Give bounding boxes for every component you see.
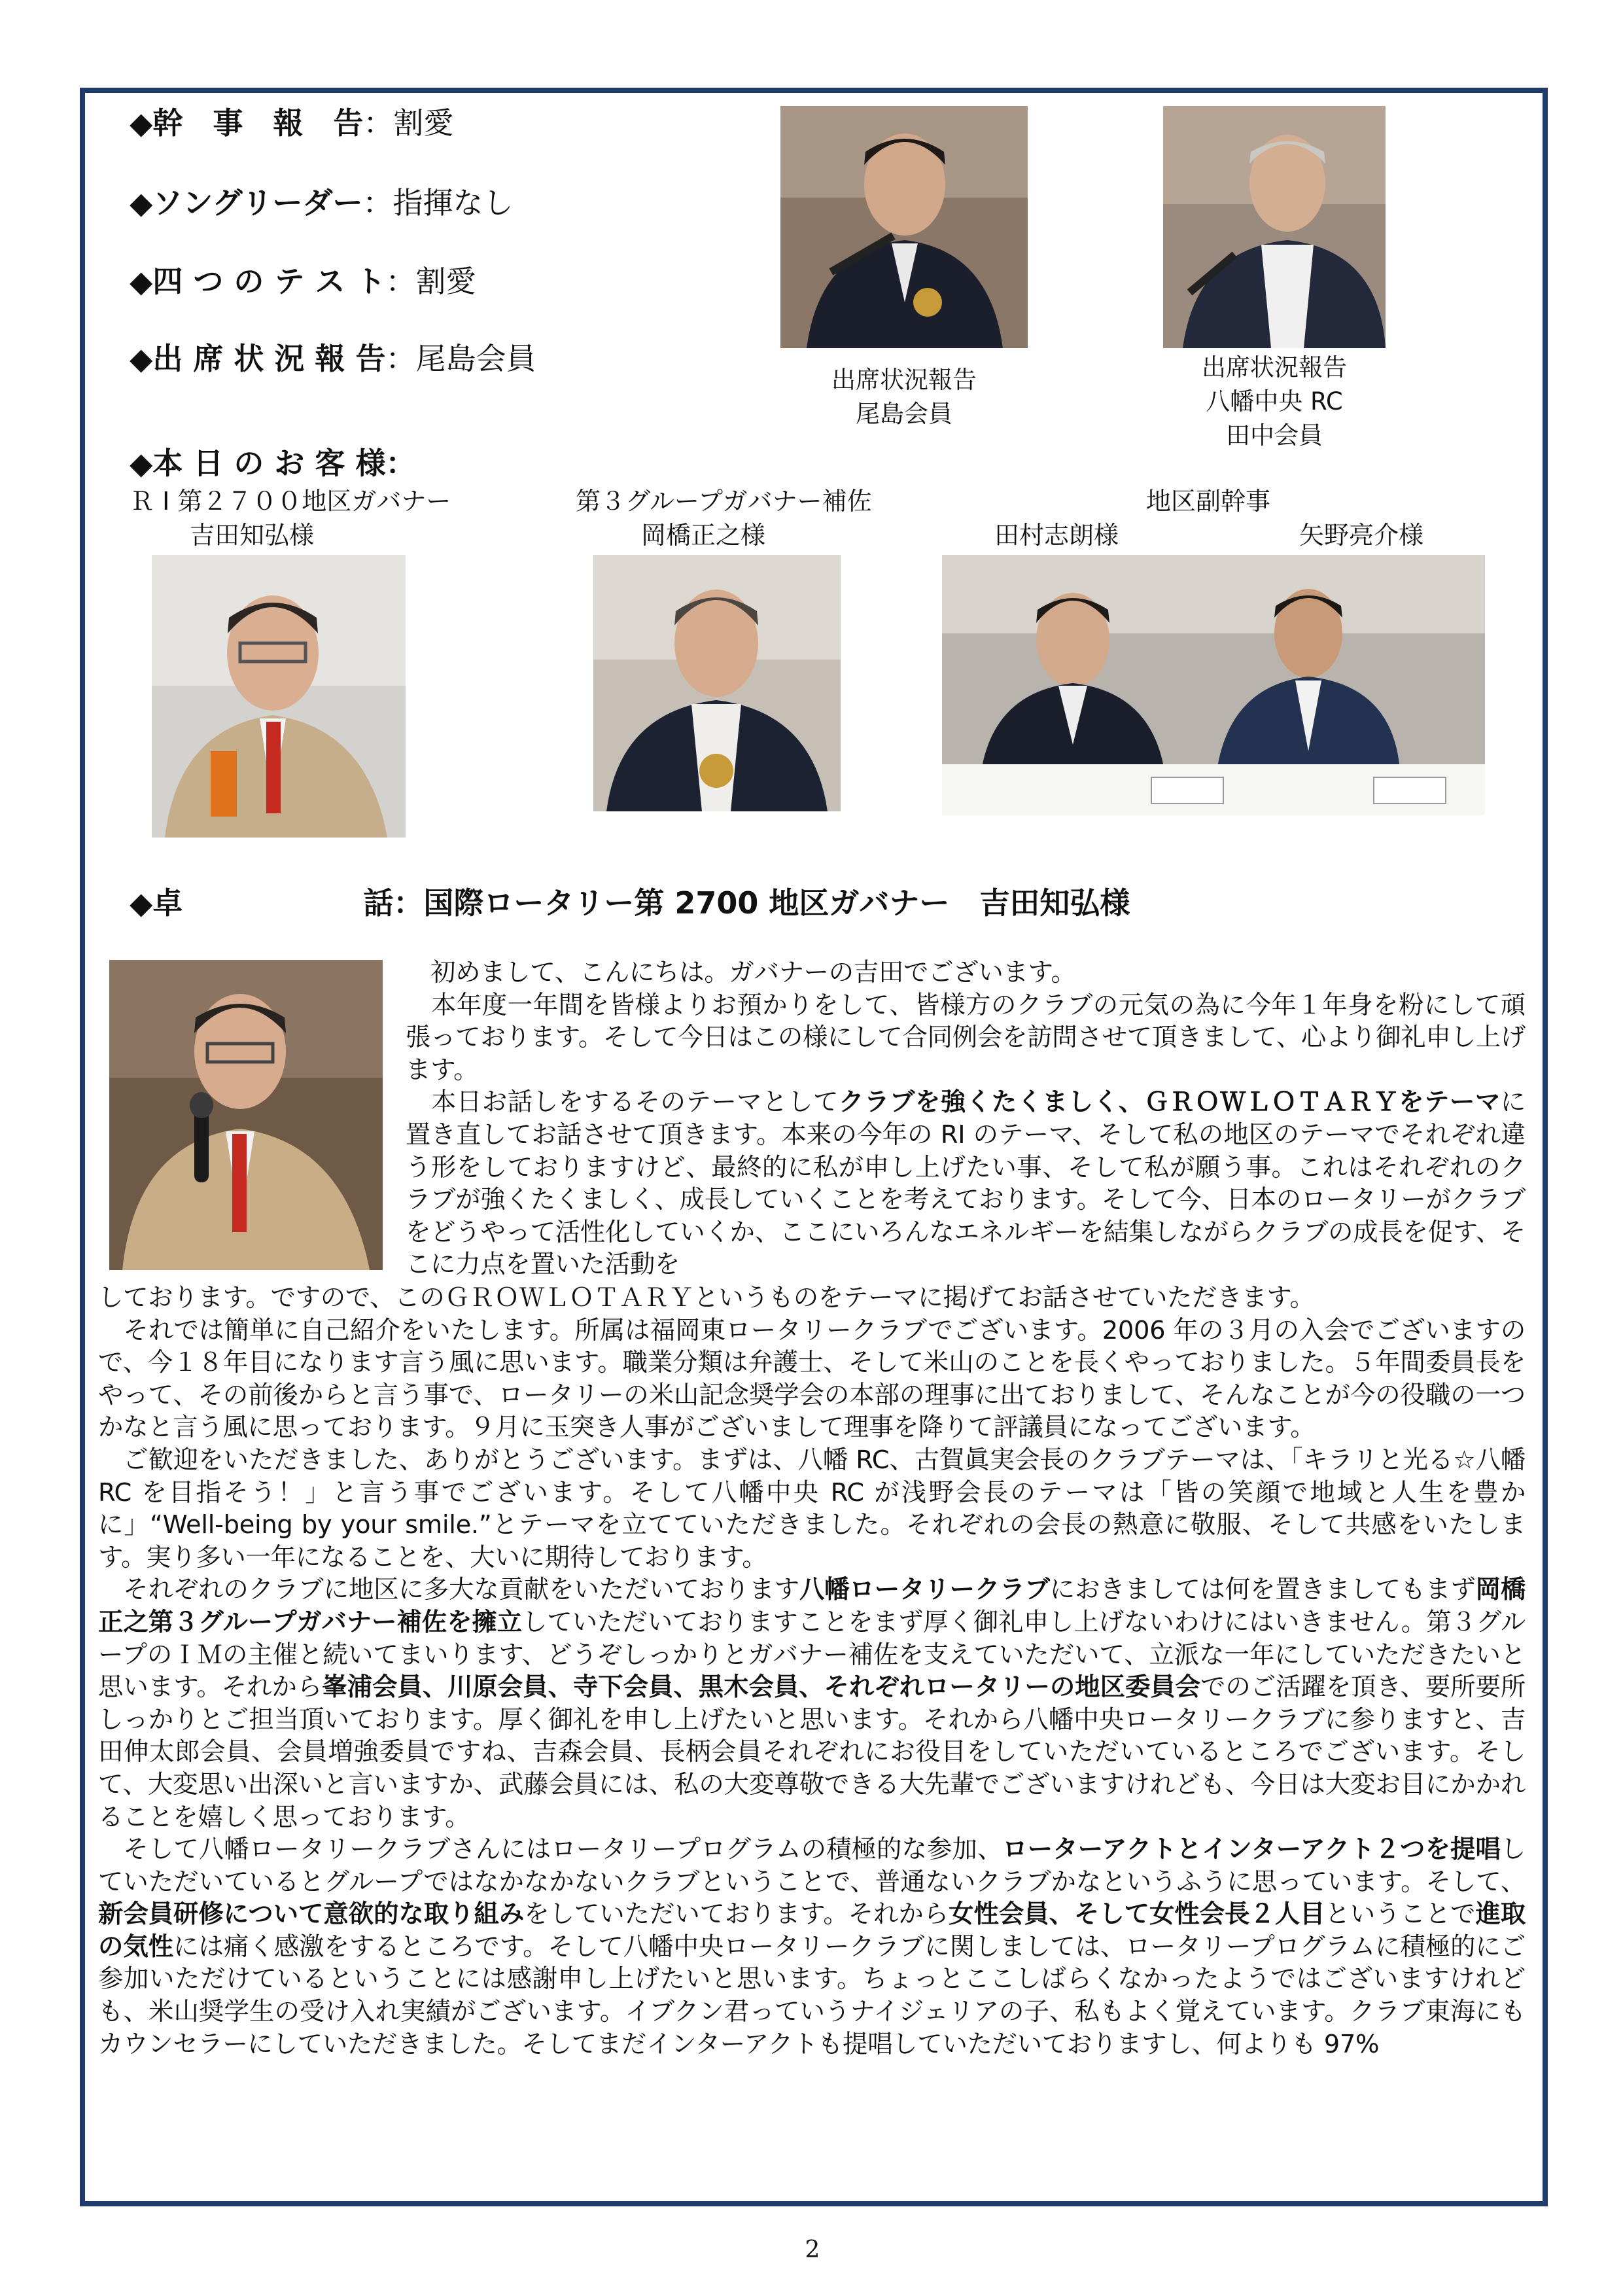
guest-group-title-governor: Ｒ I 第２７００地区ガバナー <box>130 487 451 516</box>
talk-paragraph: 本日お話しをするそのテーマとしてクラブを強くたくましく、ＧＲＯＷＬＯＴＡＲＹをテーマに置き直してお話させて頂きます。本来の今年の RI のテーマ、そして私の地区のテーマでそれぞれ違う形をしておりますけど、最終的に私が申し上げたい事、そして私が願う事。これはそれぞれのクラブが強くたくましく、成長していくことを考えております。そして今、日本のロータリーがクラブをどうやって活性化していくか、ここにいろんなエネルギーを結集しながらクラブの成長を促す、そこに力点を置いた活動を <box>406 1087 1526 1280</box>
photo-speaker-yoshida <box>109 960 383 1270</box>
guest-group-title-vice-secretary: 地区副幹事 <box>1146 487 1271 516</box>
caption-attendance-tanaka: 出席状況報告 八幡中央 RC 田中会員 <box>1202 353 1347 450</box>
talk-intro-text <box>406 957 1526 1281</box>
talk-paragraph: ご歓迎をいただきました、ありがとうございます。まずは、八幡 RC、古賀眞実会長のクラブテーマは、「キラリと光る☆八幡 RC を目指そう！」と言う事でございます。そして八幡中央 RC が浅野会長のテーマは「皆の笑顔で地域と人生を豊かに」“Well-being by your smile.”とテーマを立てていただきました。それぞれの会長の熱意に敬服、そして共感をいたします。実り多い一年になることを、大いに期待しております。 <box>98 1445 1526 1572</box>
talk-title: ◆卓 話：国際ロータリー第 2700 地区ガバナー 吉田知弘様 <box>130 885 1130 921</box>
photo-guests-tamura-yano <box>942 555 1485 815</box>
talk-paragraph: 初めまして、こんにちは。ガバナーの吉田でございます。 <box>406 958 1076 987</box>
talk-continuation: しております。ですので、このＧＲＯＷＬＯＴＡＲＹというものをテーマに掲げてお話させていただきます。 <box>98 1283 1315 1313</box>
guest-name-okahashi: 岡橋正之様 <box>641 521 766 550</box>
photo-guest-yoshida <box>152 555 406 838</box>
talk-paragraph: 本年度一年間を皆様よりお預かりをして、皆様方のクラブの元気の為に今年１年身を粉にして頑張っております。そして今日はこの様にして合同例会を訪問させて頂きまして、心より御礼申し上げます。 <box>406 990 1526 1085</box>
guests-heading: ◆本 日 の お 客 様： <box>130 446 416 481</box>
talk-paragraph: そして八幡ロータリークラブさんにはロータリープログラムの積極的な参加、ローターアクトとインターアクト２つを提唱していただいているとグループではなかなかないクラブということで、普通ないクラブかなというふうに思っています。そして、新会員研修について意欲的な取り組みをしていただいております。それから女性会員、そして女性会長２人目ということで進取の気性には痛く感激をするところです。そして八幡中央ロータリークラブに関しましては、ロータリープログラムに積極的にご参加いただけているということには感謝申し上げたいと思います。ちょっとここしばらくなかったようではございますけれども、米山奨学生の受け入れ実績がございます。イブクン君っていうナイジェリアの子、私もよく覚えています。クラブ東海にもカウンセラーにしていただきました。そしてまだインターアクトも提唱していただいておりますし、何よりも 97% <box>98 1835 1526 2059</box>
report-four-way-test: ◆四 つ の テ ス ト：割愛 <box>130 264 476 299</box>
guest-name-yoshida: 吉田知弘様 <box>190 521 315 550</box>
photo-attendance-tanaka <box>1163 106 1386 348</box>
guest-name-tamura: 田村志朗様 <box>994 521 1119 550</box>
report-attendance: ◆出 席 状 況 報 告：尾島会員 <box>130 341 536 376</box>
caption-attendance-ojima: 出席状況報告 尾島会員 <box>831 366 977 428</box>
guest-name-yano: 矢野亮介様 <box>1299 521 1424 550</box>
talk-body-text <box>98 1282 1526 2060</box>
page-number: 2 <box>805 2236 820 2263</box>
photo-guest-okahashi <box>593 555 841 811</box>
photo-attendance-ojima <box>780 106 1028 348</box>
report-secretary: ◆幹 事 報 告：割愛 <box>130 105 454 141</box>
talk-paragraph: それでは簡単に自己紹介をいたします。所属は福岡東ロータリークラブでございます。2006 年の３月の入会でございますので、今１８年目になります言う風に思います。職業分類は弁護士、そして米山のことを長くやっておりました。５年間委員長をやって、その前後からと言う事で、ロータリーの米山記念奨学会の本部の理事に出ておりまして、そんなことが今の役職の一つかなと言う風に思っております。９月に玉突き人事がございまして理事を降りて評議員になってございます。 <box>98 1315 1526 1443</box>
report-song-leader: ◆ソングリーダー：指揮なし <box>130 185 514 221</box>
guest-group-title-assistant-governor: 第３グループガバナー補佐 <box>576 487 872 516</box>
talk-paragraph: それぞれのクラブに地区に多大な貢献をいただいております八幡ロータリークラブにおきましては何を置きましてもまず岡橋正之第３グループガバナー補佐を擁立していただいておりますことをまず厚く御礼申し上げないわけにはいきません。第３グループのＩＭの主催と続いてまいります、どうぞしっかりとガバナー補佐を支えていただいて、立派な一年にしていただきたいと思います。それから峯浦会員、川原会員、寺下会員、黒木会員、それぞれロータリーの地区委員会でのご活躍を頂き、要所要所しっかりとご担当頂いております。厚く御礼を申し上げたいと思います。それから八幡中央ロータリークラブに参りますと、吉田伸太郎会員、会員増強委員ですね、吉森会員、長柄会員それぞれにお役目をしていただいているところでございます。そして、大変思い出深いと言いますか、武藤会員には、私の大変尊敬できる大先輩でございますけれども、今日は大変お目にかかれることを嬉しく思っております。 <box>98 1575 1526 1832</box>
